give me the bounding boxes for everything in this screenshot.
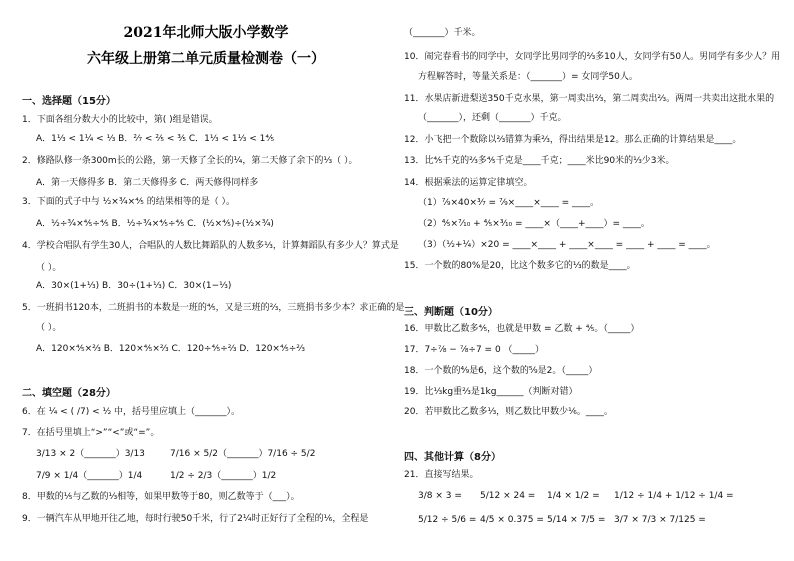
question-12: 12．小飞把一个数除以⅔错算为乘⅔，得出结果是12。那么正确的计算结果是____。 [404,135,742,145]
question-2: 2．修路队修一条300m长的公路，第一天修了全长的¼，第二天修了余下的⅓（ ）。 [22,156,358,166]
question-8: 8．甲数的⅕与乙数的⅓相等，如果甲数等于80，则乙数等于（___）。 [22,492,300,502]
question-7-item-2: 7/16 × 5/2（_______）7/16 ÷ 5/2 [170,449,316,459]
question-13: 13．比⅘千克的⅔多⅘千克是____千克；____米比90米的⅓少3米。 [404,156,675,166]
question-4: 4．学校合唱队有学生30人，合唱队的人数比舞蹈队的人数多⅓，计算舞蹈队有多少人？算式是 [22,241,399,251]
question-14-part-2: （2）⁴⁄₅×⁷⁄₁₀ + ⁴⁄₅×³⁄₁₀ = ____×（____+____）= ____。 [418,219,650,229]
question-15: 15．一个数的80%是20，比这个数多它的⅓的数是____。 [404,261,636,271]
calc-item: 1/12 ÷ 1/4 + 1/12 ÷ 1/4 = [614,491,734,501]
page-title: 2021年北师大版小学数学 [123,25,289,41]
question-5-blank: （ ）。 [36,323,62,333]
question-21: 21．直接写结果。 [404,470,479,480]
question-7-item-1: 3/13 × 2（_______）3/13 [36,449,145,459]
question-19: 19．比⅓kg重⅔是1kg______（判断对错） [404,387,578,397]
question-14-part-3: （3）（½+¼）×20 = ____×____ + ____×____ = ____ + ____ = ____。 [418,240,716,250]
question-6: 6．在 ¼ < ( /7) < ½ 中，括号里应填上（_______）。 [22,407,241,417]
question-4-options: A．30×(1+⅓) B．30÷(1+⅓) C．30×(1−⅓) [36,281,232,291]
question-10-continued: 方程解答时，等量关系是：（_______）= 女同学50人。 [418,72,638,82]
question-3-options: A．½÷¾×⅘÷⅘ B．½÷¾×⅘÷⅘ C．(½×⅘)÷(½×¾) [36,219,274,229]
question-7-item-3: 7/9 × 1/4（_______）1/4 [36,471,143,481]
question-18: 18．一个数的⁴⁄₉是6，这个数的⁵⁄₉是2。（_____） [404,366,598,376]
calc-item: 3/8 × 3 = [418,491,462,501]
section-true-false: 三、判断题（10分） [404,307,498,318]
calc-item: 5/12 ÷ 5/6 = [418,515,477,525]
question-5-options: A．120×⅘×⅔ B．120×⅘×⅔ C．120÷⅘÷⅔ D．120×⅘÷⅔ [36,344,305,354]
question-14: 14．根据乘法的运算定律填空。 [404,178,533,188]
question-1: 1．下面各组分数大小的比较中，第( )组是错误。 [22,115,218,125]
question-16: 16．甲数比乙数多⅘，也就是甲数 = 乙数 + ⅘。（_____） [404,324,640,334]
question-2-options: A．第一天修得多 B．第二天修得多 C．两天修得同样多 [36,178,259,188]
question-10: 10．闹完春看书的同学中，女同学比男同学的⅔多10人，女同学有50人。男同学有多少人？用 [404,52,781,62]
question-11: 11．水果店新进梨送350千克水果，第一周卖出⅔，第二周卖出⅔。两周一共卖出这批水果的 [404,94,775,104]
section-calculation: 四、其他计算（8分） [404,452,501,463]
section-fill-in: 二、填空题（28分） [22,388,116,399]
question-1-options: A．1⅓ < 1¼ < ⅓ B．²⁄₇ < ²⁄₅ < ³⁄₅ C．1⅓ < 1⅓ < 1⅘ [36,134,275,144]
section-multiple-choice: 一、选择题（15分） [22,96,116,107]
calc-item: 3/7 × 7/3 × 7/125 = [614,515,706,525]
calc-item: 4/5 × 0.375 = [480,515,544,525]
question-9: 9．一辆汽车从甲地开往乙地，每时行驶50千米，行了2¼时正好行了全程的⅙，全程是 [22,514,369,524]
question-7-item-4: 1/2 ÷ 2/3（_______）1/2 [170,471,277,481]
question-4-blank: （ ）。 [36,263,62,273]
question-11-continued: （_______），还剩（_______）千克。 [418,113,567,123]
calc-item: 5/14 × 7/5 = [547,515,606,525]
question-20: 20．若甲数比乙数多⅓，则乙数比甲数少⅙。____。 [404,407,613,417]
question-17: 17．7÷⅞ − ⅞÷7 = 0 （_____） [404,345,545,355]
question-5: 5．一班捐书120本，二班捐书的本数是一班的⅘，又是三班的⅔，三班捐书多少本？求正确的是 [22,303,405,313]
calc-item: 1/4 × 1/2 = [547,491,600,501]
question-3: 3．下面的式子中与 ½×¾×⅘ 的结果相等的是（ ）。 [22,197,236,207]
calc-item: 5/12 × 24 = [480,491,536,501]
question-9-continued: （_______）千米。 [404,28,481,38]
question-7: 7．在括号里填上“>”“<”或“=”。 [22,428,160,438]
question-14-part-1: （1）⁷⁄₉×40×³⁄₇ = ⁷⁄₉×____×____ = ____。 [418,198,600,208]
page-subtitle: 六年级上册第二单元质量检测卷（一） [87,51,325,67]
